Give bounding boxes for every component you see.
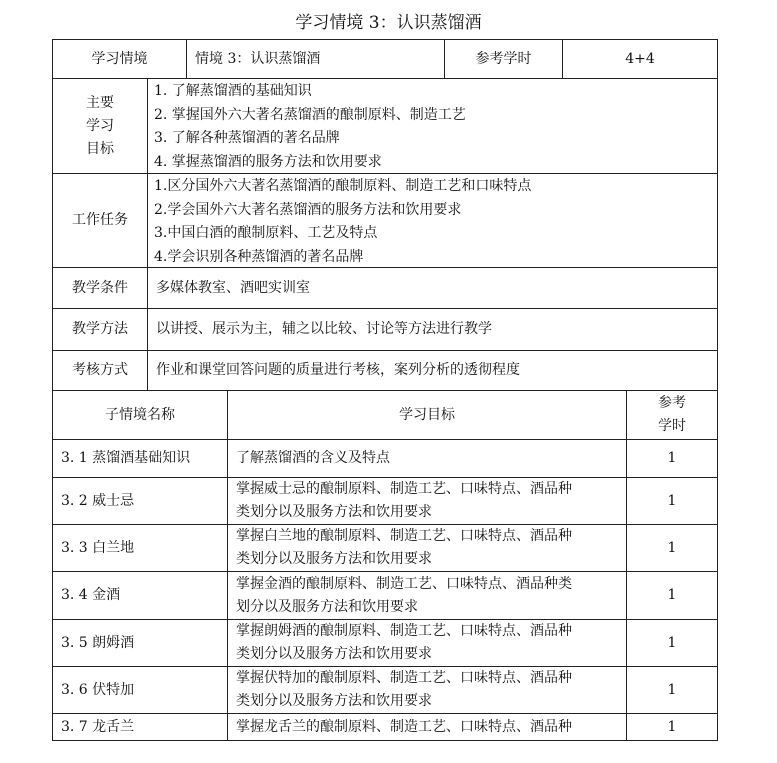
table-row-name: 3. 3 白兰地 (53, 525, 227, 571)
table-row-hours: 1 (627, 572, 717, 619)
sub-situation-table (52, 390, 718, 741)
table-row-goal (228, 714, 626, 740)
hours-value: 4+4 (563, 40, 717, 78)
goal-line: 类划分以及服务方法和饮用要求 (236, 504, 432, 520)
goal-line: 掌握龙舌兰的酿制原料、制造工艺、口味特点、酒品种 (236, 718, 572, 735)
goal-line: 了解蒸馏酒的含义及特点 (236, 450, 390, 466)
goal-item: 4. 掌握蒸馏酒的服务方法和饮用要求 (154, 153, 382, 170)
goal-line: 掌握金酒的酿制原料、制造工艺、口味特点、酒品种类 (236, 575, 572, 592)
goal-line: 掌握威士忌的酿制原料、制造工艺、口味特点、酒品种 (236, 481, 572, 497)
goal-line: 掌握朗姆酒的酿制原料、制造工艺、口味特点、酒品种 (236, 623, 572, 639)
table-row-goal (228, 525, 626, 571)
goal-item: 3. 了解各种蒸馏酒的著名品牌 (154, 130, 340, 146)
goals-label (53, 79, 147, 173)
col-header-goal: 学习目标 (228, 391, 626, 439)
table-row-name: 3. 2 威士忌 (53, 478, 227, 524)
conditions-value: 多媒体教室、酒吧实训室 (148, 268, 717, 308)
hours-label: 参考学时 (445, 40, 562, 78)
col-header-name: 子情境名称 (53, 391, 227, 439)
situation-value: 情境 3：认识蒸馏酒 (187, 40, 444, 78)
goals-label-line: 学习 (86, 117, 114, 134)
task-item: 1.区分国外六大著名蒸馏酒的酿制原料、制造工艺和口味特点 (154, 178, 532, 194)
goals-label-line: 目标 (86, 140, 114, 157)
goal-line: 类划分以及服务方法和饮用要求 (236, 646, 432, 662)
table-row-goal (228, 667, 626, 713)
conditions-label: 教学条件 (53, 268, 147, 308)
table-row-name: 3. 1 蒸馏酒基础知识 (53, 440, 227, 477)
goal-line: 掌握白兰地的酿制原料、制造工艺、口味特点、酒品种 (236, 528, 572, 544)
tasks-label: 工作任务 (53, 174, 147, 267)
goals-list (148, 79, 717, 173)
table-row-hours: 1 (627, 714, 717, 740)
table-row-goal (228, 478, 626, 524)
tasks-list (148, 174, 717, 267)
table-row-goal (228, 572, 626, 619)
col-header-hours (627, 391, 717, 439)
table-row-name: 3. 7 龙舌兰 (53, 714, 227, 740)
col-header-hours-line: 参考 (658, 395, 686, 411)
task-item: 2.学会国外六大著名蒸馏酒的服务方法和饮用要求 (154, 201, 462, 218)
task-item: 3.中国白酒的酿制原料、工艺及特点 (154, 225, 378, 241)
goal-item: 2. 掌握国外六大著名蒸馏酒的酿制原料、制造工艺 (154, 106, 466, 123)
table-row-name: 3. 4 金酒 (53, 572, 227, 619)
assessment-value: 作业和课堂回答问题的质量进行考核，案列分析的透彻程度 (148, 351, 717, 390)
task-item: 4.学会识别各种蒸馏酒的著名品牌 (154, 248, 364, 265)
table-row-hours: 1 (627, 478, 717, 524)
table-row-name: 3. 5 朗姆酒 (53, 620, 227, 666)
goal-line: 掌握伏特加的酿制原料、制造工艺、口味特点、酒品种 (236, 670, 572, 686)
col-header-hours-line: 学时 (658, 418, 686, 434)
goal-item: 1. 了解蒸馏酒的基础知识 (154, 83, 312, 99)
table-row-goal (228, 440, 626, 477)
goals-label-line: 主要 (86, 94, 114, 111)
goal-line: 类划分以及服务方法和饮用要求 (236, 551, 432, 567)
situation-label: 学习情境 (53, 40, 186, 78)
table-row-hours: 1 (627, 667, 717, 713)
goal-line: 划分以及服务方法和饮用要求 (236, 598, 418, 615)
table-row-hours: 1 (627, 440, 717, 477)
table-row-goal (228, 620, 626, 666)
methods-value: 以讲授、展示为主，辅之以比较、讨论等方法进行教学 (148, 309, 717, 350)
table-row-hours: 1 (627, 525, 717, 571)
table-row-hours: 1 (627, 620, 717, 666)
page-title: 学习情境 3：认识蒸馏酒 (295, 13, 482, 33)
assessment-label: 考核方式 (53, 351, 147, 390)
table-row-name: 3. 6 伏特加 (53, 667, 227, 713)
goal-line: 类划分以及服务方法和饮用要求 (236, 693, 432, 709)
course-info-table (52, 39, 718, 391)
methods-label: 教学方法 (53, 309, 147, 350)
